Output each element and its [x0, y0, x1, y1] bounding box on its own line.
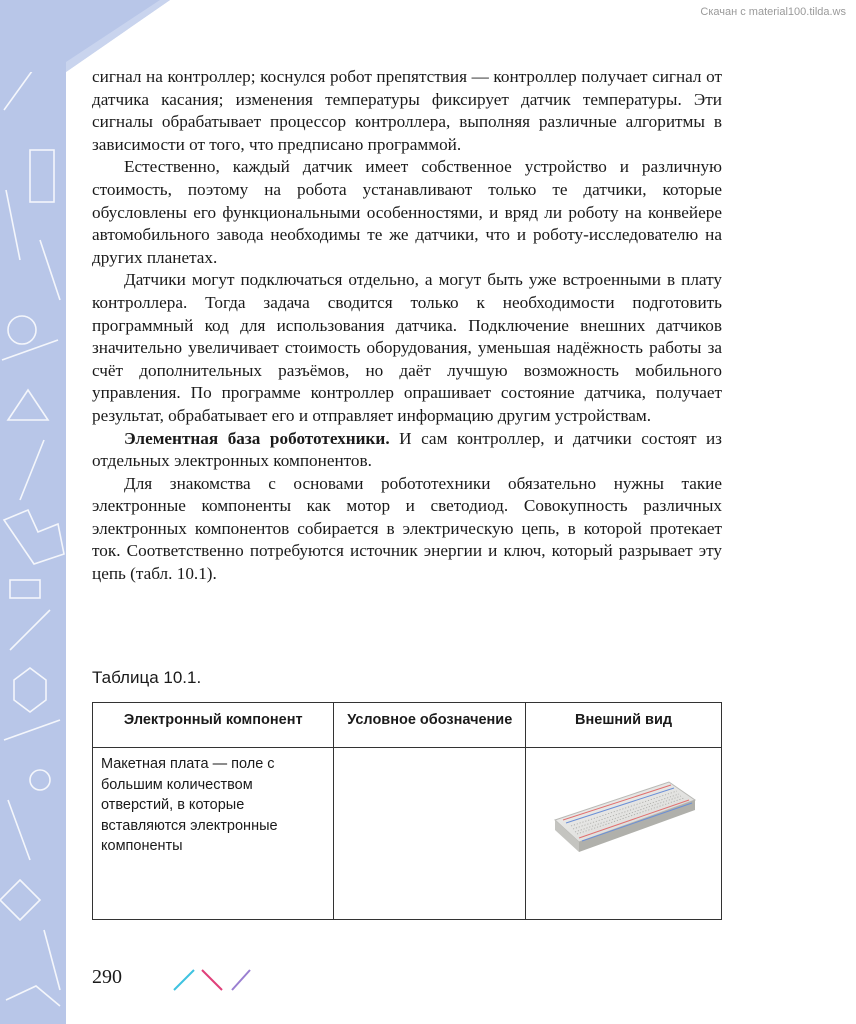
watermark: Скачан с material100.tilda.ws — [700, 6, 846, 18]
table-header-cell: Электронный компонент — [93, 703, 334, 748]
paragraph-text: И сам контроллер, и датчики состоят из отдельных электронных компонентов. — [92, 428, 722, 471]
body-text — [92, 66, 722, 586]
section-heading: Элементная база робототехники. — [124, 428, 390, 448]
breadboard-image-icon — [549, 776, 699, 860]
table-header-cell: Условное обозначение — [334, 703, 526, 748]
paragraph — [92, 428, 722, 473]
paragraph: Для знакомства с основами робототехники обязательно нужны такие электронные компоненты как мотор и светодиод. Совокупность различных электронных компонентов собирается в электрическую цепь, в которой протекает ток. Соответственно потребуются источник энергии и ключ, который разрывает эту цепь (табл. 10.1). — [92, 473, 722, 584]
table-caption: Таблица 10.1. — [92, 668, 202, 687]
component-cell: Макетная плата — поле с большим количеством отверстий, в которые вставляются электронные компоненты — [93, 748, 334, 920]
table-header-row — [93, 703, 722, 748]
paragraph: сигнал на контроллер; коснулся робот препятствия — контроллер получает сигнал от датчика касания; изменения температуры фиксирует датчик температуры. Эти сигналы обрабатывает процессор контроллера, выполняя различные алгоритмы в зависимости от того, что предписано программой. — [92, 67, 722, 154]
paragraph: Естественно, каждый датчик имеет собственное устройство и различную стоимость, поэтому на робота устанавливают только те датчики, которые обусловлены его функциональными особенностями, и вряд ли роботу на конвейере автомобильного завода необходимы те же датчики, что и роботу-исследователю на других планетах. — [92, 157, 722, 267]
corner-triangle-icon — [0, 0, 170, 72]
appearance-cell — [526, 748, 722, 920]
decorative-lines-icon — [172, 966, 252, 992]
symbol-cell — [334, 748, 526, 920]
paragraph: Датчики могут подключаться отдельно, а могут быть уже встроенными в плату контроллера. Тогда задача сводится только к необходимости подготовить программный код для использования датчика. Подключение внешних датчиков значительно увеличивает стоимость оборудования, уменьшая надёжность работы за счёт дополнительных разъёмов, но даёт лучшую возможность мобильного управления. По программе контроллер опрашивает состояние датчика, получает результат, обрабатывает его и отправляет информацию другим устройствам. — [92, 270, 722, 425]
components-table — [92, 702, 722, 920]
sidebar-pattern-icon — [0, 0, 66, 1024]
page-number: 290 — [92, 966, 122, 988]
table-row — [93, 748, 722, 920]
decorative-sidebar — [0, 0, 66, 1024]
table-header-cell: Внешний вид — [526, 703, 722, 748]
